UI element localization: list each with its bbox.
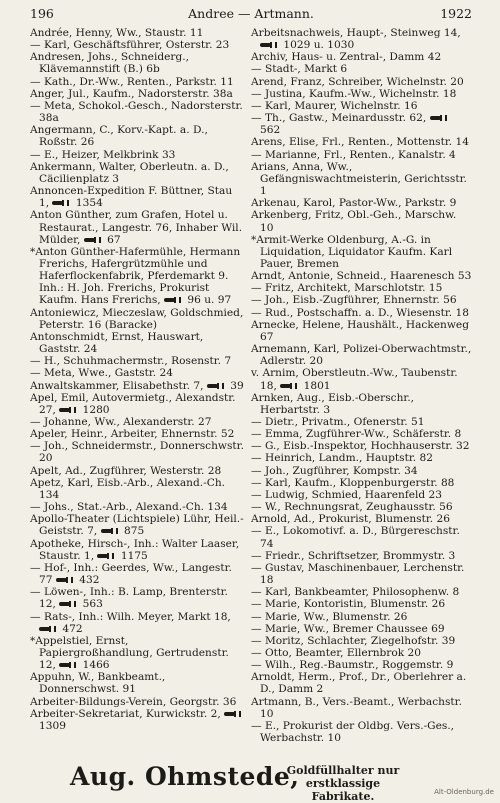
directory-entry: Arnken, Aug., Eisb.-Oberschr., Herbartstr. 3 xyxy=(251,391,415,416)
directory-entry: — Löwen-, Inh.: B. Lamp, Brenterstr. 12, 563 xyxy=(30,586,228,611)
directory-entry: Arndt, Antonie, Schneid., Haarenesch 53 xyxy=(251,270,472,283)
telephone-icon xyxy=(39,626,56,632)
directory-entry: Apel, Emil, Autovermietg., Alexandstr. 27, 1280 xyxy=(30,391,236,416)
page-number-left: 196 xyxy=(30,6,54,21)
directory-entry: — Marie, Kontoristin, Blumenstr. 26 xyxy=(251,598,446,611)
directory-entry: Anton Günther, zum Grafen, Hotel u. Restaurat., Langestr. 76, Inhaber Wil. Mülder, 67 xyxy=(30,209,243,246)
directory-entry: — Karl, Kaufm., Kloppenburgerstr. 88 xyxy=(251,476,455,489)
directory-entry: — G., Eisb.-Inspektor, Hochhauserstr. 32 xyxy=(251,440,470,453)
directory-entry: Arkenau, Karol, Pastor-Ww., Parkstr. 9 xyxy=(251,197,457,210)
directory-entry: — Kath., Dr.-Ww., Renten., Parkstr. 11 xyxy=(30,75,234,88)
telephone-icon xyxy=(280,383,297,389)
telephone-icon xyxy=(59,407,76,413)
directory-entry: — Karl, Geschäftsführer, Osterstr. 23 xyxy=(30,39,230,52)
directory-entry: Apollo-Theater (Lichtspiele) Lühr, Heil.-Geiststr. 7, 875 xyxy=(30,513,244,538)
directory-entry: — Karl, Bankbeamter, Philosophenw. 8 xyxy=(251,586,460,599)
telephone-icon xyxy=(84,237,101,243)
directory-entry: Anwaltskammer, Elisabethstr. 7, 39 xyxy=(30,379,244,392)
directory-entry: — Heinrich, Landm., Hauptstr. 82 xyxy=(251,452,433,465)
directory-entry: — Th., Gastw., Meinardusstr. 62, 562 xyxy=(251,112,472,136)
directory-entry: Ankermann, Walter, Oberleutn. a. D., Cäcilienplatz 3 xyxy=(30,160,229,185)
directory-entry: — Justina, Kaufm.-Ww., Wichelnstr. 18 xyxy=(251,87,457,100)
directory-entry: Arnold, Ad., Prokurist, Blumenstr. 26 xyxy=(251,513,450,526)
directory-entry: — Fritz, Architekt, Marschlotstr. 15 xyxy=(251,282,443,295)
directory-entry: — Marie, Ww., Bremer Chaussee 69 xyxy=(251,622,445,635)
directory-entry: — Joh., Zugführer, Kompstr. 34 xyxy=(251,464,418,477)
directory-entry: Andresen, Johs., Schneiderg., Klävemannstift (B.) 6b xyxy=(30,51,189,76)
watermark: Alt-Oldenburg.de xyxy=(434,788,494,796)
directory-entry: — H., Schuhmachermstr., Rosenstr. 7 xyxy=(30,355,232,368)
directory-entry: — Karl, Maurer, Wichelnstr. 16 xyxy=(251,99,418,112)
directory-entry: Antoniewicz, Mieczeslaw, Goldschmied, Peterstr. 16 (Baracke) xyxy=(30,306,244,331)
directory-entry: Angermann, C., Korv.-Kapt. a. D., Roßstr. 26 xyxy=(30,124,208,149)
telephone-icon xyxy=(56,577,73,583)
telephone-icon xyxy=(59,662,76,668)
telephone-icon xyxy=(59,601,76,607)
page-title: Andree — Artmann. xyxy=(188,6,314,21)
directory-entry: — Friedr., Schriftsetzer, Brommystr. 3 xyxy=(251,549,456,562)
page-header xyxy=(30,6,472,24)
directory-entry: Arkenberg, Fritz, Obl.-Geh., Marschw. 10 xyxy=(251,209,457,234)
directory-entry: Antonschmidt, Ernst, Hauswart, Gaststr. 24 xyxy=(30,330,204,356)
directory-entry: — E., Prokurist der Oldbg. Vers.-Ges., Werbachstr. 10 xyxy=(251,719,455,745)
directory-entry: Arens, Elise, Frl., Renten., Mottenstr. 14 xyxy=(251,136,469,149)
directory-entry: Arnoldt, Herm., Prof., Dr., Oberlehrer a. D., Damm 2 xyxy=(251,671,467,696)
directory-entry: — Rats-, Inh.: Wilh. Meyer, Markt 18, 472 xyxy=(30,610,231,635)
telephone-icon xyxy=(224,711,241,717)
directory-entry: Arnemann, Karl, Polizei-Oberwachtmstr., Adlerstr. 20 xyxy=(251,343,472,368)
directory-entry: Anger, Jul., Kaufm., Nadorsterstr. 38a xyxy=(30,87,233,100)
telephone-icon xyxy=(52,200,69,206)
left-column xyxy=(30,27,245,759)
directory-entry: Annoncen-Expedition F. Büttner, Stau 1, 1354 xyxy=(30,185,233,210)
directory-entry: Apetz, Karl, Eisb.-Arb., Alexand.-Ch. 134 xyxy=(30,476,226,501)
advertisement-text xyxy=(268,764,418,803)
directory-entry: — Dietr., Privatm., Ofenerstr. 51 xyxy=(251,416,425,428)
directory-entry: *Anton Günther-Hafermühle, Hermann Frerichs, Hafergrützmühle und Haferflockenfabrik, Pferdemarkt 9. Inh.: H. Joh. Frerichs, Prokurist Kaufm. Hans Frerichs, 96 u. 97 xyxy=(30,245,241,307)
advertisement-line-1: Goldfüllhalter nur erstklassige xyxy=(286,764,400,790)
directory-entry: — Moritz, Schlachter, Ziegelhofstr. 39 xyxy=(251,634,456,647)
directory-entry: — Gustav, Maschinenbauer, Lerchenstr. 18 xyxy=(251,561,465,587)
directory-entry: — Johanne, Ww., Alexanderstr. 27 xyxy=(30,416,212,428)
directory-entry: Arend, Franz, Schreiber, Wichelnstr. 20 xyxy=(251,75,464,88)
telephone-icon xyxy=(430,115,447,121)
directory-entry: — E., Heizer, Melkbrink 33 xyxy=(30,148,176,161)
directory-entry: — Johs., Stat.-Arb., Alexand.-Ch. 134 xyxy=(30,501,228,514)
right-column xyxy=(251,27,472,759)
directory-entry: Arians, Anna, Ww., Gefängniswachtmeisterin, Gerichtsstr. 1 xyxy=(251,160,467,198)
directory-entry: — Meta, Wwe., Gaststr. 24 xyxy=(30,367,173,380)
directory-entry: Apotheke, Hirsch-, Inh.: Walter Laaser, Staustr. 1, 1175 xyxy=(30,537,240,562)
advertiser-name: Aug. Ohmstede, xyxy=(70,762,300,791)
directory-entry: — Stadt-, Markt 6 xyxy=(251,63,348,76)
directory-entry: *Appelstiel, Ernst, Papiergroßhandlung, Gertrudenstr. 12, 1466 xyxy=(30,634,229,672)
directory-entry: — Emma, Zugführer-Ww., Schäferstr. 8 xyxy=(251,428,462,441)
directory-entry: — E., Lokomotivf. a. D., Bürgereschstr. 74 xyxy=(251,525,460,550)
telephone-icon xyxy=(97,553,114,559)
directory-entry: — Joh., Schneidermstr., Donnerschwstr. 20 xyxy=(30,440,244,465)
directory-entry: — Ludwig, Schmied, Haarenfeld 23 xyxy=(251,488,443,501)
directory-entry: Apelt, Ad., Zugführer, Westerstr. 28 xyxy=(30,464,222,477)
directory-entry: — Rud., Postschaffn. a. D., Wiesenstr. 18 xyxy=(251,306,469,319)
telephone-icon xyxy=(164,297,181,303)
directory-entry: — Wilh., Reg.-Baumstr., Roggemstr. 9 xyxy=(251,659,454,672)
directory-entry: — Joh., Eisb.-Zugführer, Ehnernstr. 56 xyxy=(251,294,457,307)
telephone-icon xyxy=(101,528,118,534)
directory-entry: — W., Rechnungsrat, Zeughausstr. 56 xyxy=(251,501,453,514)
directory-entry: Apeler, Heinr., Arbeiter, Ehnernstr. 52 xyxy=(30,428,235,441)
directory-entry: Arnecke, Helene, Haushält., Hackenweg 67 xyxy=(251,318,469,343)
directory-entry: — Otto, Beamter, Ellernbrok 20 xyxy=(251,646,422,659)
advertisement-line-2: Fabrikate. xyxy=(311,790,375,803)
directory-entry: Andrée, Henny, Ww., Staustr. 11 xyxy=(30,27,204,39)
directory-entry: *Armit-Werke Oldenburg, A.-G. in Liquidation, Liquidator Kaufm. Karl Pauer, Bremen xyxy=(251,233,453,270)
directory-entry: Arbeiter-Sekretariat, Kurwickstr. 2, 1309 xyxy=(30,708,245,732)
directory-entry: Appuhn, W., Bankbeamt., Donnerschwst. 91 xyxy=(30,671,166,696)
directory-entry: — Hof-, Inh.: Geerdes, Ww., Langestr. 77 432 xyxy=(30,561,232,587)
directory-entry: — Marianne, Frl., Renten., Kanalstr. 4 xyxy=(251,148,456,161)
directory-entry: — Marie, Ww., Blumenstr. 26 xyxy=(251,610,408,623)
telephone-icon xyxy=(260,42,277,48)
directory-entry: v. Arnim, Oberstleutn.-Ww., Taubenstr. 18, 1801 xyxy=(251,367,458,392)
directory-entry: Archiv, Haus- u. Zentral-, Damm 42 xyxy=(251,51,442,64)
directory-entry: Artmann, B., Vers.-Beamt., Werbachstr. 10 xyxy=(251,695,462,720)
directory-entry: — Meta, Schokol.-Gesch., Nadorsterstr. 38a xyxy=(30,99,243,125)
telephone-icon xyxy=(207,383,224,389)
directory-entry: Arbeitsnachweis, Haupt-, Steinweg 14, 1029 u. 1030 xyxy=(251,27,461,52)
page-year: 1922 xyxy=(440,6,472,21)
directory-entry: Arbeiter-Bildungs-Verein, Georgstr. 36 xyxy=(30,695,237,708)
